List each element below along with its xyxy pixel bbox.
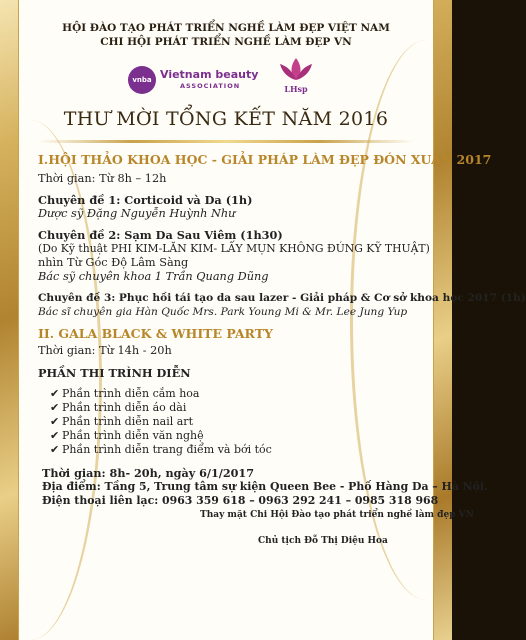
section1-heading: I.HỘI THẢO KHOA HỌC - GIẢI PHÁP LÀM ĐẸP ĐÓN XUÂN 2017	[38, 152, 492, 167]
topic2-speaker: Bác sỹ chuyên khoa 1 Trần Quang Dũng	[38, 270, 269, 283]
list-item-label: Phần trình diễn nail art	[62, 415, 193, 428]
check-icon: ✔	[50, 443, 60, 456]
list-item	[50, 429, 204, 442]
lotus-logo-icon	[276, 54, 316, 98]
topic3-title: Chuyên đề 3: Phục hồi tái tạo da sau lazer - Giải pháp & Cơ sở khoa học 2017 (1h)	[38, 292, 526, 304]
list-item-label: Phần trình diễn văn nghệ	[62, 429, 204, 442]
event-time: Thời gian: 8h- 20h, ngày 6/1/2017	[42, 466, 254, 480]
list-item	[50, 387, 200, 400]
section2-heading: II. GALA BLACK & WHITE PARTY	[38, 326, 273, 341]
vnba-logo-sub: ASSOCIATION	[180, 82, 241, 90]
list-item	[50, 443, 272, 456]
list-item	[50, 401, 186, 414]
event-venue: Địa điểm: Tầng 5, Trung tâm sự kiện Queen Bee - Phố Hàng Da – Hà Nội.	[42, 480, 488, 493]
list-item-label: Phần trình diễn áo dài	[62, 401, 187, 414]
topic2-subtitle2: nhìn Từ Góc Độ Lâm Sàng	[38, 256, 189, 269]
check-icon: ✔	[50, 415, 60, 428]
topic2-subtitle: (Do Kỹ thuật PHI KIM-LĂN KIM- LẤY MỤN KHÔNG ĐÚNG KỸ THUẬT)	[38, 242, 430, 255]
signature-line2: Chủ tịch Đỗ Thị Diệu Hoa	[258, 536, 388, 546]
logo-row	[128, 64, 328, 100]
topic2-title: Chuyên đề 2: Sạm Da Sau Viêm (1h30)	[38, 228, 283, 242]
event-phone: Điện thoại liên lạc: 0963 359 618 – 0963 292 241 – 0985 318 968	[42, 494, 439, 507]
vnba-logo-name: Vietnam beauty	[160, 68, 259, 81]
section1-time: Thời gian: Từ 8h – 12h	[38, 172, 167, 185]
org-name-line1: HỘI ĐÀO TẠO PHÁT TRIỂN NGHỀ LÀM ĐẸP VIỆT NAM	[62, 22, 390, 34]
list-item-label: Phần trình diễn cắm hoa	[62, 387, 200, 400]
vnba-logo-icon: vnba	[128, 66, 156, 94]
topic1-speaker: Dược sỹ Đặng Nguyễn Huỳnh Như	[38, 207, 236, 220]
page-title: THƯ MỜI TỔNG KẾT NĂM 2016	[63, 108, 389, 130]
performance-heading: PHẦN THI TRÌNH DIỄN	[38, 366, 191, 380]
org-name-line2: CHI HỘI PHÁT TRIỂN NGHỀ LÀM ĐẸP VN	[100, 36, 352, 48]
check-icon: ✔	[50, 387, 60, 400]
signature-line1: Thay mặt Chi Hội Đào tạo phát triển nghề làm đẹp VN	[200, 510, 474, 520]
list-item	[50, 415, 193, 428]
lotus-logo-text: LHsp	[284, 84, 308, 94]
topic3-speaker: Bác sĩ chuyên gia Hàn Quốc Mrs. Park Young Mi & Mr. Lee Jung Yup	[38, 306, 408, 318]
topic1-title: Chuyên đề 1: Corticoid và Da (1h)	[38, 193, 253, 207]
check-icon: ✔	[50, 429, 60, 442]
section2-time: Thời gian: Từ 14h - 20h	[38, 344, 172, 357]
title-divider	[38, 140, 414, 143]
check-icon: ✔	[50, 401, 60, 414]
list-item-label: Phần trình diễn trang điểm và bới tóc	[62, 443, 272, 456]
